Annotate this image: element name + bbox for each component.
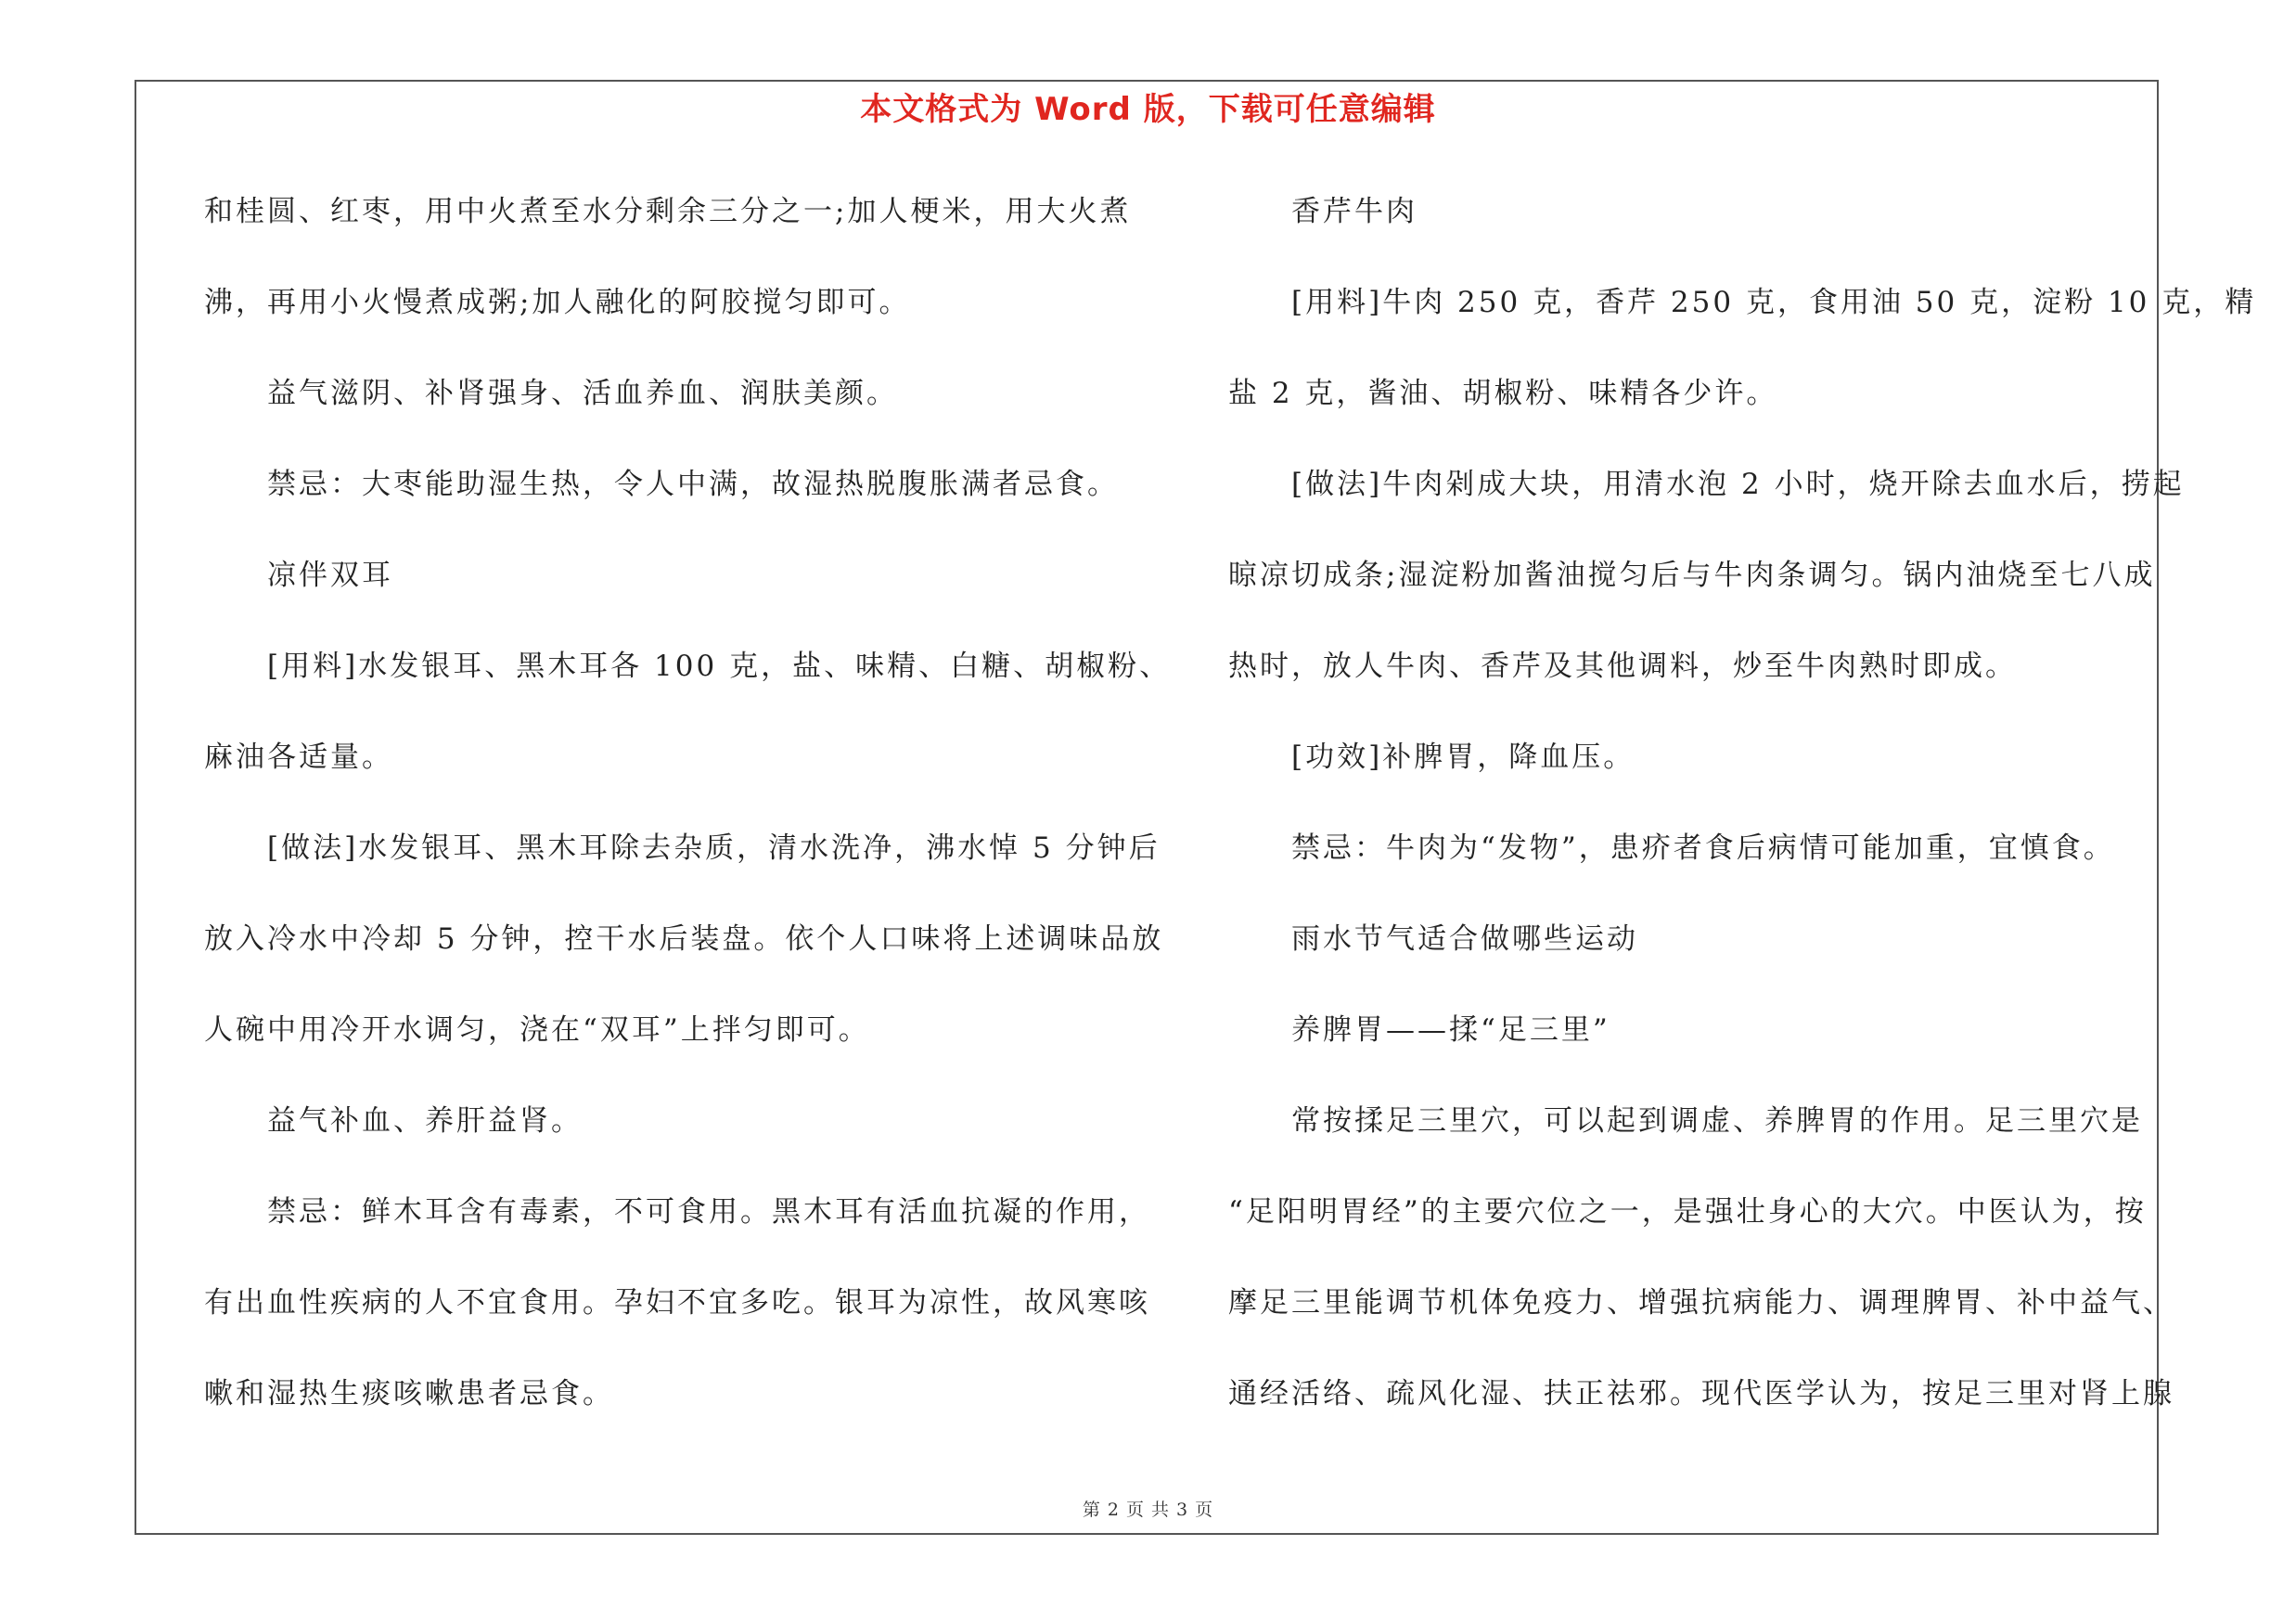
text-line: 热时，放人牛肉、香芹及其他调料，炒至牛肉熟时即成。 xyxy=(1228,650,2017,683)
text-line: 有出血性疾病的人不宜食用。孕妇不宜多吃。银耳为凉性，故风寒咳 xyxy=(204,1286,1150,1320)
right-column xyxy=(1228,184,2257,1457)
text-line: 雨水节气适合做哪些运动 xyxy=(1291,922,1638,956)
text-line: 益气滋阴、补肾强身、活血养血、润肤美颜。 xyxy=(267,377,898,410)
text-line: 放入冷水中冷却 5 分钟，控干水后装盘。依个人口味将上述调味品放 xyxy=(204,922,1164,956)
text-line: 凉伴双耳 xyxy=(267,559,393,592)
text-line: 益气补血、养肝益肾。 xyxy=(267,1104,583,1138)
text-line: 人碗中用冷开水调匀，浇在“双耳”上拌匀即可。 xyxy=(204,1013,870,1047)
text-line: 晾凉切成条;湿淀粉加酱油搅匀后与牛肉条调匀。锅内油烧至七八成 xyxy=(1228,559,2156,592)
page-footer: 第 2 页 共 3 页 xyxy=(1082,1500,1214,1520)
text-line: [用料]牛肉 250 克，香芹 250 克，食用油 50 克，淀粉 10 克，精 xyxy=(1291,286,2257,319)
text-line: 养脾胃——揉“足三里” xyxy=(1291,1013,1610,1047)
format-banner: 本文格式为 Word 版，下载可任意编辑 xyxy=(860,91,1436,128)
text-line: [功效]补脾胃，降血压。 xyxy=(1291,741,1635,774)
text-line: 通经活络、疏风化湿、扶正祛邪。现代医学认为，按足三里对肾上腺 xyxy=(1228,1377,2174,1410)
text-line: 禁忌：牛肉为“发物”，患疥者食后病情可能加重，宜慎食。 xyxy=(1291,831,2115,865)
text-line: 嗽和湿热生痰咳嗽患者忌食。 xyxy=(204,1377,614,1410)
text-line: 沸，再用小火慢煮成粥;加人融化的阿胶搅匀即可。 xyxy=(204,286,911,319)
text-line: “足阳明胃经”的主要穴位之一，是强壮身心的大穴。中医认为，按 xyxy=(1228,1195,2147,1229)
text-line: [做法]水发银耳、黑木耳除去杂质，清水洗净，沸水悼 5 分钟后 xyxy=(267,831,1161,865)
text-line: 盐 2 克，酱油、胡椒粉、味精各少许。 xyxy=(1228,377,1778,410)
text-line: 常按揉足三里穴，可以起到调虚、养脾胃的作用。足三里穴是 xyxy=(1291,1104,2143,1138)
text-line: [做法]牛肉剁成大块，用清水泡 2 小时，烧开除去血水后，捞起 xyxy=(1291,468,2185,501)
left-column xyxy=(204,184,1172,1457)
text-line: 摩足三里能调节机体免疫力、增强抗病能力、调理脾胃、补中益气、 xyxy=(1228,1286,2174,1320)
text-line: 禁忌：大枣能助湿生热，令人中满，故湿热脱腹胀满者忌食。 xyxy=(267,468,1119,501)
text-line: 和桂圆、红枣，用中火煮至水分剩余三分之一;加人梗米，用大火煮 xyxy=(204,195,1132,228)
text-line: 禁忌：鲜木耳含有毒素，不可食用。黑木耳有活血抗凝的作用， xyxy=(267,1195,1150,1229)
text-line: [用料]水发银耳、黑木耳各 100 克，盐、味精、白糖、胡椒粉、 xyxy=(267,650,1172,683)
text-line: 香芹牛肉 xyxy=(1291,195,1417,228)
text-line: 麻油各适量。 xyxy=(204,741,393,774)
